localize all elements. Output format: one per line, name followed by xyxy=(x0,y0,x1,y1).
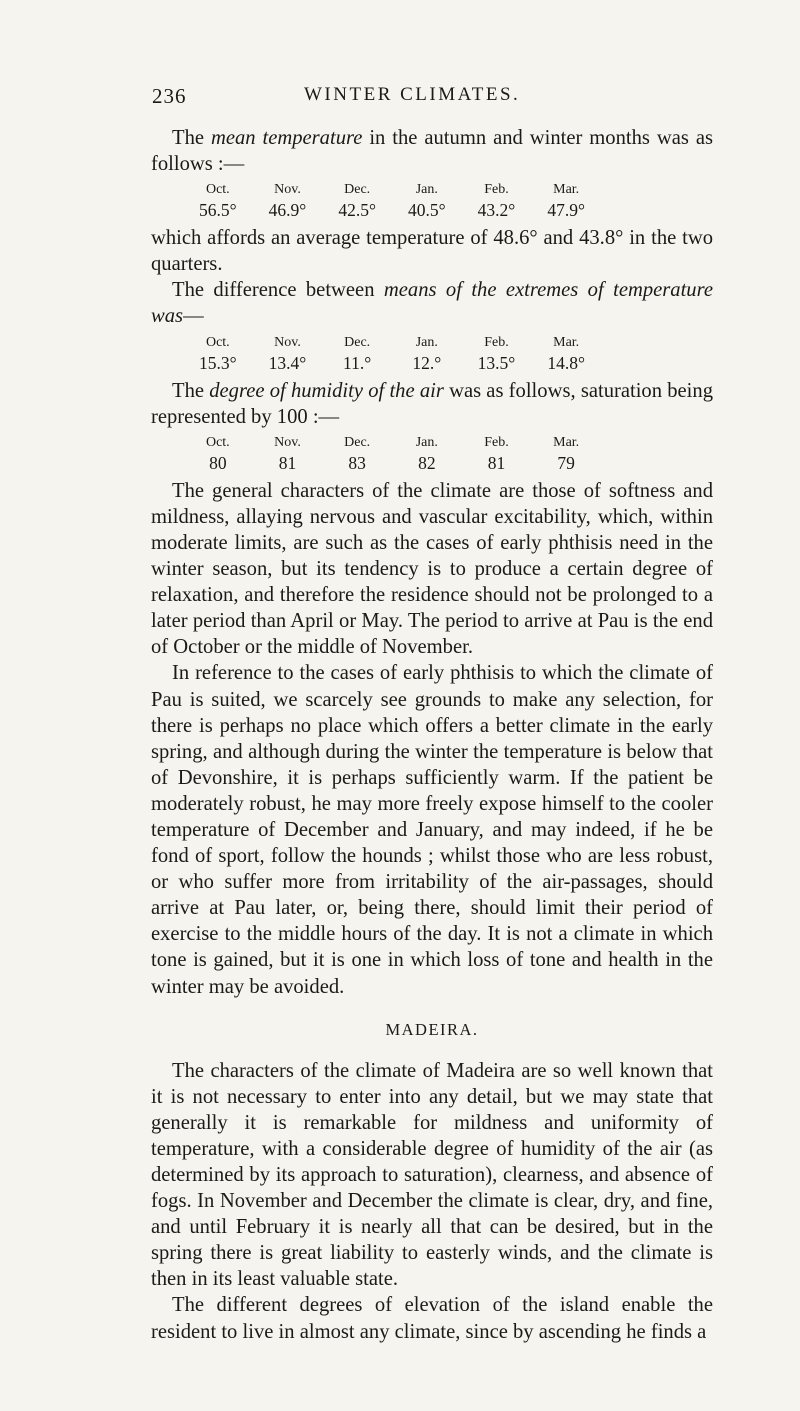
running-head: WINTER CLIMATES. xyxy=(304,84,521,105)
table-value: 56.5° xyxy=(199,200,237,221)
table-value: 13.4° xyxy=(268,352,307,373)
table-value: 42.5° xyxy=(338,200,376,221)
table-value: 81 xyxy=(487,452,506,473)
page-header xyxy=(0,84,800,114)
paragraph-madeira-characters: The characters of the climate of Madeira are so well known that it is not necessary to enter into any detail, but we may state that generally it is remarkable for mildness and uniformity of temperature, with a considerable degree of humidity of the air (as determined by its approach to saturation), clearness, and absence of fogs. In November and December the climate is clear, dry, and fine, and until February it is nearly all that can be desired, but in the spring there is great liability to easterly winds, and the climate is then in its least valuable state. xyxy=(151,1059,713,1291)
paragraph-extremes: The difference between means of the extremes of temperature was— xyxy=(151,279,713,328)
table-value: 14.8° xyxy=(547,352,585,373)
table-value: 83 xyxy=(348,452,366,473)
table-value: 81 xyxy=(278,452,297,473)
page-body xyxy=(151,125,713,1345)
month-label: Feb. xyxy=(484,434,509,450)
month-label: Nov. xyxy=(274,182,301,198)
paragraph-general-characters: The general characters of the climate are those of softness and mildness, allaying nervous and vascular excitability, which, within moderate limits, are such as the cases of early phthisis need in the winter season, but its tendency is to produce a certain degree of relaxation, and therefore the residence should not be prolonged to a later period than April or May. The period to arrive at Pau is the end of October or the middle of November. xyxy=(151,479,713,659)
month-label: Oct. xyxy=(205,434,230,450)
section-heading: MADEIRA. xyxy=(385,1019,479,1039)
month-label: Oct. xyxy=(205,334,230,350)
paragraph-early-phthisis: In reference to the cases of early phthisis to which the climate of Pau is suited, we scarcely see grounds to make any selection, for there is perhaps no place which offers a better climate in the early spring, and although during the winter the temperature is below that of Devonshire, it is perhaps sufficiently warm. If the patient be moderately robust, he may more freely expose himself to the cooler temperature of December and January, and may indeed, if he be fond of sport, follow the hounds ; whilst those who are less robust, or who suffer more from irritability of the air-passages, should arrive at Pau later, or, being there, should limit their period of exercise to the middle hours of the day. It is not a climate in which tone is gained, but it is one in which loss of tone and health in the winter may be avoided. xyxy=(151,662,713,998)
month-label: Dec. xyxy=(344,434,371,450)
table-mean-temperature xyxy=(183,181,601,221)
month-label: Jan. xyxy=(415,182,438,198)
month-label: Feb. xyxy=(484,182,509,198)
month-label: Dec. xyxy=(344,334,371,350)
table-value: 11.° xyxy=(343,352,372,373)
paragraph-mean-temperature: The mean temperature in the autumn and winter months was as follows :— xyxy=(151,127,713,176)
month-label: Nov. xyxy=(274,334,301,350)
table-value: 12.° xyxy=(412,352,442,373)
table-extremes xyxy=(183,334,601,374)
paragraph-humidity: The degree of humidity of the air was as follows, saturation being represented by 100 :— xyxy=(151,379,713,428)
table-humidity xyxy=(183,434,601,474)
month-label: Dec. xyxy=(344,182,371,198)
month-label: Jan. xyxy=(415,434,438,450)
month-label: Jan. xyxy=(415,334,438,350)
month-label: Oct. xyxy=(205,182,230,198)
page-number: 236 xyxy=(152,84,187,108)
table-value: 43.2° xyxy=(477,200,516,221)
month-label: Mar. xyxy=(553,334,580,350)
month-label: Nov. xyxy=(274,434,301,450)
month-label: Mar. xyxy=(553,434,580,450)
paragraph-elevation: The different degrees of elevation of the island enable the resident to live in almost any climate, since by ascending he finds a xyxy=(151,1294,713,1343)
month-label: Feb. xyxy=(484,334,509,350)
table-value: 13.5° xyxy=(477,352,516,373)
table-value: 79 xyxy=(557,452,575,473)
paragraph-average: which affords an average temperature of 48.6° and 43.8° in the two quarters. xyxy=(151,227,713,276)
table-value: 47.9° xyxy=(547,200,585,221)
table-value: 40.5° xyxy=(408,200,446,221)
table-value: 46.9° xyxy=(268,200,307,221)
table-value: 82 xyxy=(418,452,436,473)
table-value: 80 xyxy=(209,452,227,473)
table-value: 15.3° xyxy=(199,352,237,373)
month-label: Mar. xyxy=(553,182,580,198)
